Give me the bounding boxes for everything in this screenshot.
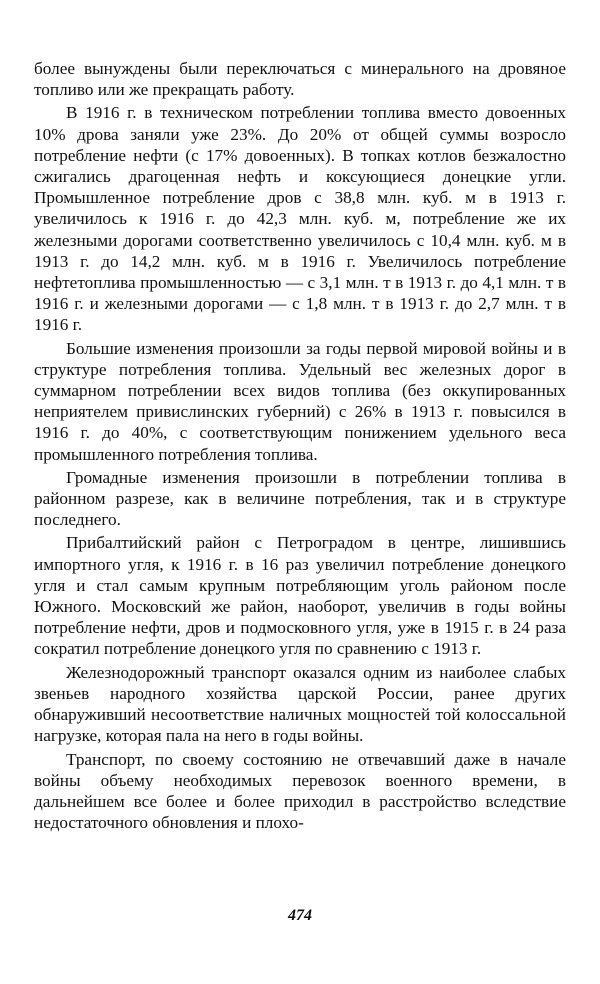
paragraph-7: Транспорт, по своему состоянию не отвечавший даже в начале войны объему необходимых перевозок военного времени, в дальнейшем все более и более приходил в расстройство вследствие недостаточного обновления и плохо- [34,749,566,833]
paragraph-6: Железнодорожный транспорт оказался одним из наиболее слабых звеньев народного хозяйства царской России, ранее других обнаруживший несоответствие наличных мощностей той колоссальной нагрузке, которая пала на него в годы войны. [34,662,566,746]
paragraph-2: В 1916 г. в техническом потреблении топлива вместо довоенных 10% дрова заняли уже 23%. До 20% от общей суммы возросло потребление нефти (с 17% довоенных). В топках котлов безжалостно сжигались драгоценная нефть и коксующиеся донецкие угли. Промышленное потребление дров с 38,8 млн. куб. м в 1913 г. увеличилось к 1916 г. до 42,3 млн. куб. м, потребление же их железными дорогами соответственно увеличилось с 10,4 млн. куб. м в 1913 г. до 14,2 млн. куб. м в 1916 г. Увеличилось потребление нефтетоплива промышленностью — с 3,1 млн. т в 1913 г. до 4,1 млн. т в 1916 г. и железными дорогами — с 1,8 млн. т в 1913 г. до 2,7 млн. т в 1916 г. [34,103,566,335]
paragraph-1: более вынуждены были переключаться с минерального на дровяное топливо или же прекращать работу. [34,59,566,100]
page-number: 474 [288,907,312,924]
paragraph-4: Громадные изменения произошли в потреблении топлива в районном разрезе, как в величине потребления, так и в структуре последнего. [34,467,566,530]
page-body [34,58,566,833]
paragraph-5: Прибалтийский район с Петроградом в центре, лишившись импортного угля, к 1916 г. в 16 раз увеличил потребление донецкого угля и стал самым крупным потребляющим уголь районом после Южного. Московский же район, наоборот, увеличив в годы войны потребление нефти, дров и подмосковного угля, уже в 1915 г. в 24 раза сократил потребление донецкого угля по сравнению с 1913 г. [34,533,566,659]
paragraph-3: Большие изменения произошли за годы первой мировой войны и в структуре потребления топлива. Удельный вес железных дорог в суммарном потреблении всех видов топлива (без оккупированных неприятелем привислинских губерний) с 26% в 1913 г. повысился в 1916 г. до 40%, с соответствующим понижением удельного веса промышленного потребления топлива. [34,338,566,464]
